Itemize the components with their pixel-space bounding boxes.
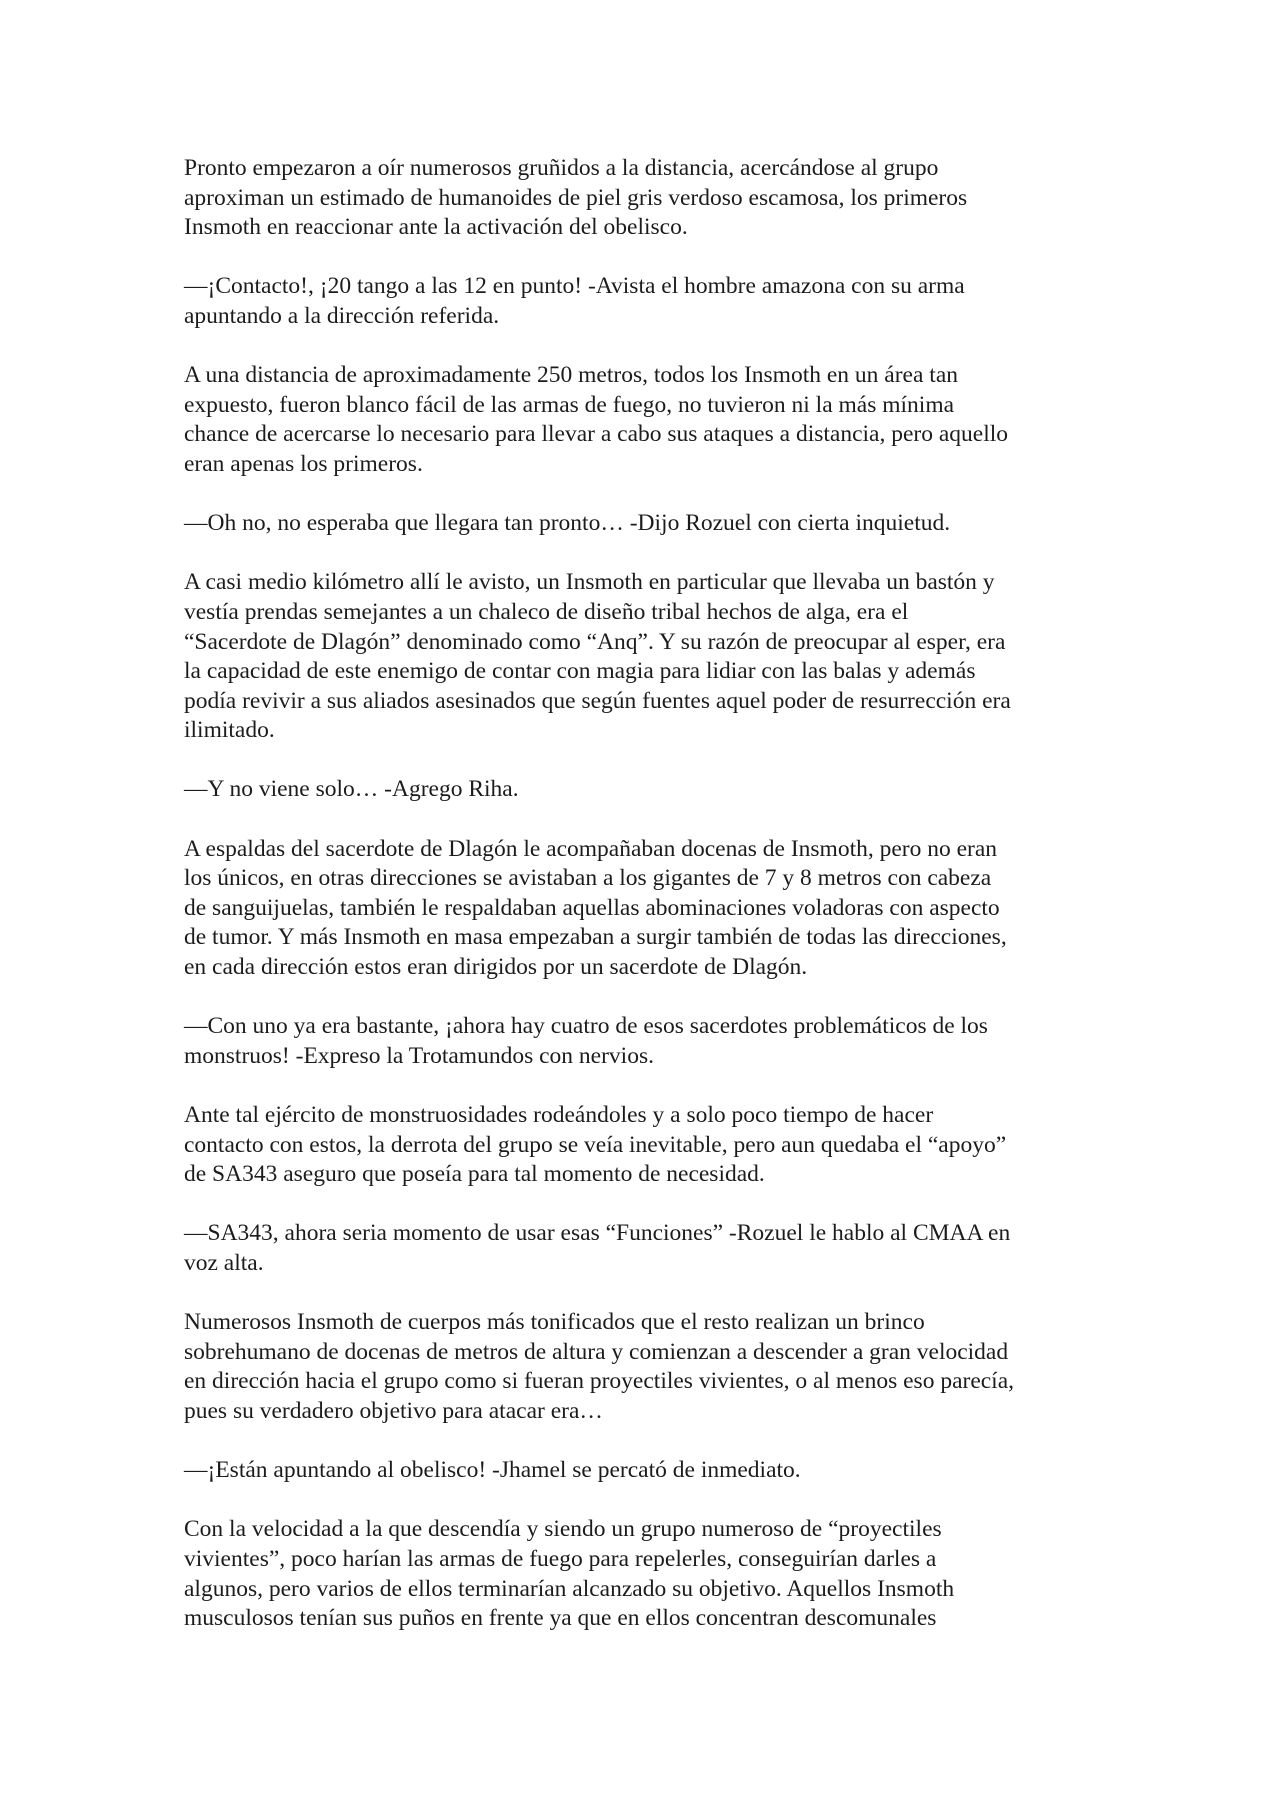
text-line: chance de acercarse lo necesario para llevar a cabo sus ataques a distancia, pero aquello bbox=[184, 421, 1009, 448]
text-line: “Sacerdote de Dlagón” denominado como “Anq”. Y su razón de preocupar al esper, era bbox=[184, 628, 1006, 655]
paragraph-2 bbox=[184, 272, 1114, 331]
text-line: Con la velocidad a la que descendía y siendo un grupo numeroso de “proyectiles bbox=[184, 1516, 942, 1543]
text-line: —Y no viene solo… -Agrego Riha. bbox=[184, 776, 519, 803]
text-line: sobrehumano de docenas de metros de altura y comienzan a descender a gran velocidad bbox=[184, 1338, 1009, 1365]
text-line: expuesto, fueron blanco fácil de las armas de fuego, no tuvieron ni la más mínima bbox=[184, 391, 955, 418]
paragraph-1 bbox=[184, 154, 1114, 243]
paragraph-10 bbox=[184, 1219, 1114, 1278]
text-line: musculosos tenían sus puños en frente ya que en ellos concentran descomunales bbox=[184, 1605, 937, 1632]
text-line: apuntando a la dirección referida. bbox=[184, 302, 500, 329]
paragraph-4 bbox=[184, 509, 1114, 539]
text-line: monstruos! -Expreso la Trotamundos con nervios. bbox=[184, 1042, 654, 1069]
paragraph-8 bbox=[184, 1012, 1114, 1071]
text-line: eran apenas los primeros. bbox=[184, 450, 423, 477]
text-line: A espaldas del sacerdote de Dlagón le acompañaban docenas de Insmoth, pero no eran bbox=[184, 835, 998, 862]
text-line: —Con uno ya era bastante, ¡ahora hay cuatro de esos sacerdotes problemáticos de los bbox=[184, 1013, 988, 1040]
text-line: —Oh no, no esperaba que llegara tan pronto… -Dijo Rozuel con cierta inquietud. bbox=[184, 510, 951, 537]
text-line: vestía prendas semejantes a un chaleco de diseño tribal hechos de alga, era el bbox=[184, 598, 909, 625]
paragraph-7 bbox=[184, 835, 1114, 983]
text-line: Ante tal ejército de monstruosidades rodeándoles y a solo poco tiempo de hacer bbox=[184, 1102, 934, 1128]
paragraph-5 bbox=[184, 568, 1114, 746]
text-line: en dirección hacia el grupo como si fueran proyectiles vivientes, o al menos eso parecía, bbox=[184, 1368, 1015, 1395]
text-line: A una distancia de aproximadamente 250 metros, todos los Insmoth en un área tan bbox=[184, 362, 958, 389]
text-line: Insmoth en reaccionar ante la activación del obelisco. bbox=[184, 214, 688, 241]
text-line: —¡Contacto!, ¡20 tango a las 12 en punto! -Avista el hombre amazona con su arma bbox=[184, 273, 965, 300]
text-line: de sanguijuelas, también le respaldaban aquellas abominaciones voladoras con aspecto bbox=[184, 894, 1000, 921]
document-page bbox=[184, 154, 1114, 1634]
text-line: contacto con estos, la derrota del grupo se veía inevitable, pero aun quedaba el “apoyo” bbox=[184, 1131, 1007, 1158]
text-line: Pronto empezaron a oír numerosos gruñidos a la distancia, acercándose al grupo bbox=[184, 155, 939, 181]
text-line: algunos, pero varios de ellos terminarían alcanzado su objetivo. Aquellos Insmoth bbox=[184, 1575, 955, 1602]
text-line: pues su verdadero objetivo para atacar era… bbox=[184, 1397, 603, 1424]
text-line: ilimitado. bbox=[184, 717, 275, 744]
text-line: la capacidad de este enemigo de contar con magia para lidiar con las balas y además bbox=[184, 658, 976, 685]
text-line: de SA343 aseguro que poseía para tal momento de necesidad. bbox=[184, 1161, 765, 1188]
text-line: —¡Están apuntando al obelisco! -Jhamel se percató de inmediato. bbox=[184, 1457, 801, 1484]
paragraph-11 bbox=[184, 1308, 1114, 1426]
text-line: los únicos, en otras direcciones se avistaban a los gigantes de 7 y 8 metros con cabeza bbox=[184, 865, 992, 892]
text-line: A casi medio kilómetro allí le avisto, un Insmoth en particular que llevaba un bastón y bbox=[184, 569, 995, 596]
paragraph-12 bbox=[184, 1456, 1114, 1486]
text-line: Numerosos Insmoth de cuerpos más tonificados que el resto realizan un brinco bbox=[184, 1309, 925, 1336]
paragraph-3 bbox=[184, 361, 1114, 479]
text-line: en cada dirección estos eran dirigidos por un sacerdote de Dlagón. bbox=[184, 954, 808, 981]
paragraph-13 bbox=[184, 1515, 1114, 1633]
paragraph-9 bbox=[184, 1101, 1114, 1190]
text-line: voz alta. bbox=[184, 1249, 264, 1276]
text-line: podía revivir a sus aliados asesinados que según fuentes aquel poder de resurrección era bbox=[184, 687, 1011, 714]
paragraph-6 bbox=[184, 775, 1114, 805]
text-line: aproximan un estimado de humanoides de piel gris verdoso escamosa, los primeros bbox=[184, 184, 968, 211]
text-line: —SA343, ahora seria momento de usar esas “Funciones” -Rozuel le hablo al CMAA en bbox=[184, 1220, 1011, 1247]
text-line: vivientes”, poco harían las armas de fuego para repelerles, conseguirían darles a bbox=[184, 1545, 937, 1572]
text-line: de tumor. Y más Insmoth en masa empezaban a surgir también de todas las direcciones, bbox=[184, 924, 1007, 951]
